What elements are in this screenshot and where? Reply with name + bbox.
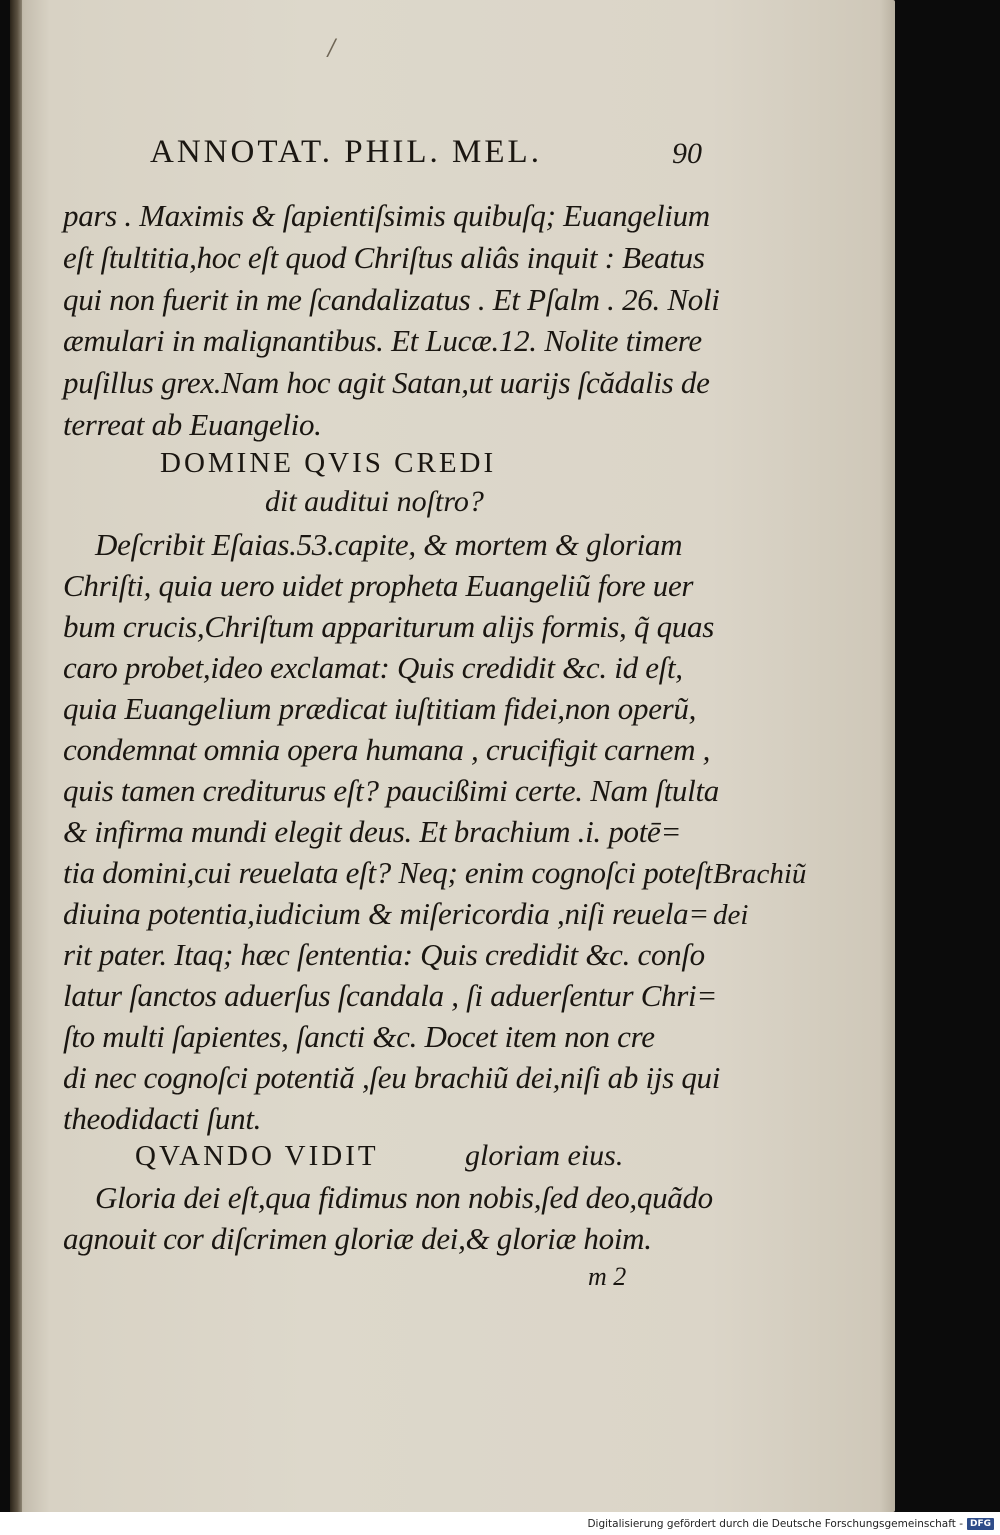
text-line: caro probet,ideo exclamat: Quis credidit &c. id eſt, — [63, 650, 683, 685]
text-line: terreat ab Euangelio. — [63, 407, 322, 442]
text-line: Chriſti, quia uero uidet propheta Euangeliũ fore uer — [63, 568, 694, 603]
text-line: bum crucis,Chriſtum appariturum alijs formis, q̃ quas — [63, 609, 714, 644]
section-heading: QVANDO VIDIT — [135, 1140, 379, 1172]
dfg-logo-icon: DFG — [967, 1518, 994, 1530]
margin-note: Brachiũ — [713, 858, 807, 890]
text-line: theodidacti ſunt. — [63, 1101, 262, 1136]
text-line: qui non fuerit in me ſcandalizatus . Et Pſalm . 26. Noli — [63, 282, 720, 317]
text-line: ſto multi ſapientes, ſancti &c. Docet item non cre — [63, 1019, 655, 1054]
text-line: tia domini,cui reuelata eſt? Neq; enim cognoſci poteſt — [63, 855, 713, 890]
footer-bar — [0, 1512, 1000, 1535]
text-line: condemnat omnia opera humana , crucifigit carnem , — [63, 732, 711, 767]
section-heading-italic: gloriam eius. — [465, 1139, 624, 1172]
text-line: & infirma mundi elegit deus. Et brachium .i. potē= — [63, 814, 682, 849]
funding-credit: Digitalisierung gefördert durch die Deutsche Forschungsgemeinschaft - — [587, 1517, 963, 1530]
text-line: rit pater. Itaq; hæc ſententia: Quis credidit &c. conſo — [63, 937, 705, 972]
text-line: æmulari in malignantibus. Et Lucæ.12. Nolite timere — [63, 323, 702, 358]
text-line: di nec cognoſci potentiă ,ſeu brachiũ dei,niſi ab ijs qui — [63, 1060, 721, 1095]
section-heading-continuation: dit auditui noſtro? — [265, 485, 484, 518]
margin-note: dei — [713, 899, 749, 931]
book-page — [10, 0, 895, 1512]
section-heading: DOMINE QVIS CREDI — [160, 447, 497, 479]
text-line: latur ſanctos aduerſus ſcandala , ſi aduerſentur Chri= — [63, 978, 717, 1013]
text-line: pars . Maximis & ſapientiſsimis quibuſq; Euangelium — [63, 198, 710, 233]
running-header: ANNOTAT. PHIL. MEL. — [150, 134, 542, 170]
text-line: quis tamen crediturus eſt? paucißimi certe. Nam ſtulta — [63, 773, 719, 808]
text-line: Deſcribit Eſaias.53.capite, & mortem & gloriam — [95, 527, 683, 562]
book-spine-shadow — [10, 0, 22, 1512]
text-line: diuina potentia,iudicium & miſericordia ,niſi reuela= — [63, 896, 709, 931]
page-number: 90 — [672, 137, 702, 170]
text-line: Gloria dei eſt,qua fidimus non nobis,ſed deo,quãdo — [95, 1180, 713, 1215]
text-line: eſt ſtultitia,hoc eſt quod Chriſtus aliâs inquit : Beatus — [63, 240, 705, 275]
pen-mark: / — [328, 36, 336, 61]
text-line: agnouit cor diſcrimen gloriæ dei,& gloriæ hoim. — [63, 1221, 652, 1256]
catchword: m 2 — [588, 1262, 627, 1291]
text-line: puſillus grex.Nam hoc agit Satan,ut uarijs ſcădalis de — [63, 365, 710, 400]
text-line: quia Euangelium prædicat iuſtitiam fidei,non operũ, — [63, 691, 697, 726]
